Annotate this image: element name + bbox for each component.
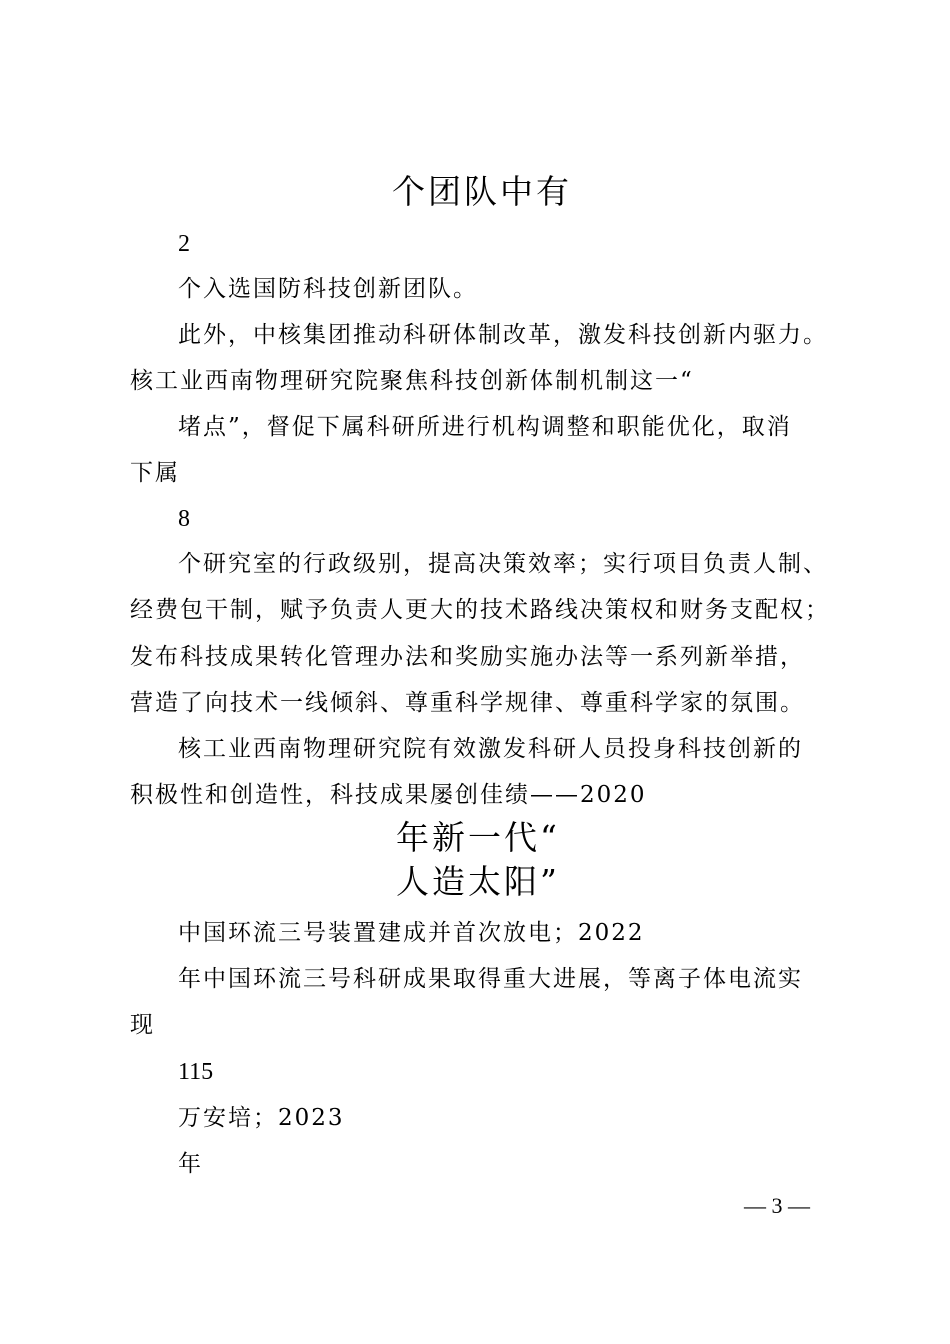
paragraph-line-5: 下属 <box>130 460 180 486</box>
paragraph-line-10: 核工业西南物理研究院有效激发科研人员投身科技创新的 <box>178 736 803 762</box>
paragraph-line-6: 个研究室的行政级别，提高决策效率；实行项目负责人制、 <box>178 551 828 577</box>
paragraph-line-14: 现 <box>130 1012 155 1038</box>
paragraph-line-12: 中国环流三号装置建成并首次放电；2022 <box>178 920 645 946</box>
page-number: — 3 — <box>744 1193 810 1218</box>
paragraph-line-15: 万安培；2023 <box>178 1105 345 1131</box>
number-line-2: 2 <box>178 231 190 257</box>
paragraph-line-8: 发布科技成果转化管理办法和奖励实施办法等一系列新举措， <box>130 644 805 670</box>
number-line-115: 115 <box>178 1059 214 1085</box>
paragraph-line-9: 营造了向技术一线倾斜、尊重科学规律、尊重科学家的氛围。 <box>130 690 805 716</box>
centered-heading-2: 年新一代“ <box>396 818 560 857</box>
number-line-8: 8 <box>178 506 190 532</box>
paragraph-line-4: 堵点”，督促下属科研所进行机构调整和职能优化，取消 <box>178 414 792 440</box>
centered-heading-1: 个团队中有 <box>392 172 572 211</box>
paragraph-line-11: 积极性和创造性，科技成果屡创佳绩——2020 <box>130 782 647 808</box>
paragraph-line-2: 此外，中核集团推动科研体制改革，激发科技创新内驱力。 <box>178 322 828 348</box>
paragraph-line-3: 核工业西南物理研究院聚焦科技创新体制机制这一“ <box>130 368 694 394</box>
paragraph-line-7: 经费包干制，赋予负责人更大的技术路线决策权和财务支配权； <box>130 597 830 623</box>
centered-heading-3: 人造太阳” <box>396 862 560 901</box>
paragraph-line-1: 个入选国防科技创新团队。 <box>178 276 478 302</box>
paragraph-line-13: 年中国环流三号科研成果取得重大进展，等离子体电流实 <box>178 966 803 992</box>
paragraph-line-16: 年 <box>178 1151 203 1177</box>
